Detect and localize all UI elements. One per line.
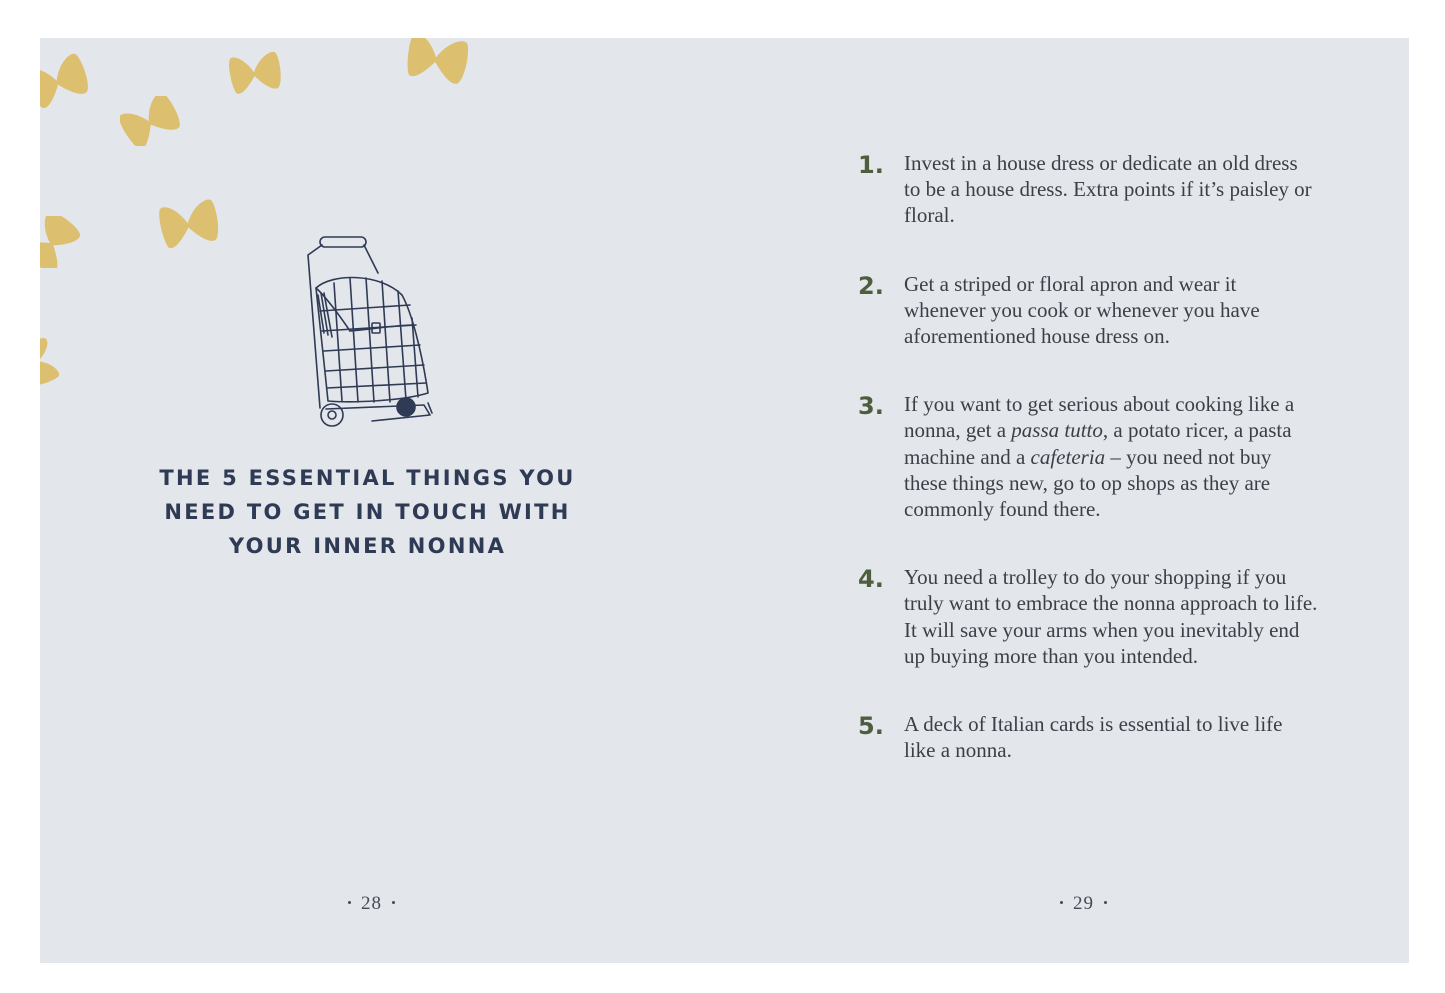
page-number-left — [338, 893, 405, 915]
list-item-text — [904, 271, 1318, 350]
italic-term: cafeteria — [1030, 444, 1106, 469]
text-segment: You need a trolley to do your shopping if you truly want to embrace the nonna approach to life. It will save your arms when you inevitably end up buying more than you intended. — [904, 565, 1318, 668]
italic-term: passa tutto — [1011, 418, 1103, 443]
dot-separator — [1104, 901, 1107, 904]
pasta-bowtie-icon — [40, 334, 62, 392]
page-number-value: 28 — [361, 893, 382, 914]
page-heading: THE 5 ESSENTIAL THINGS YOU NEED TO GET IN TOUCH WITH YOUR INNER NONNA — [159, 466, 576, 558]
list-item-text — [904, 711, 1318, 763]
text-segment: A deck of Italian cards is essential to live life like a nonna. — [904, 712, 1283, 763]
right-page — [724, 38, 1409, 963]
list-item-number: 2. — [858, 271, 884, 300]
list-item-number: 1. — [858, 151, 884, 179]
book-spread — [40, 38, 1409, 963]
pasta-bowtie-icon — [156, 198, 224, 250]
pasta-bowtie-icon — [40, 52, 90, 110]
list-item — [858, 150, 1318, 229]
page-number-value: 29 — [1073, 893, 1094, 914]
pasta-bowtie-icon — [400, 38, 476, 86]
text-segment: – you need not buy these things new, go to op shops as they are commonly found there. — [904, 444, 1272, 522]
text-segment: Invest in a house dress or dedicate an old dress to be a house dress. Extra points if it’s paisley or floral. — [904, 151, 1312, 228]
list-item-text — [904, 564, 1318, 669]
list-item-number: 3. — [858, 392, 884, 421]
dot-separator — [348, 901, 351, 904]
list-item — [858, 564, 1318, 669]
text-segment: , a potato ricer, a pasta machine and a — [904, 418, 1292, 469]
list-item-number: 4. — [858, 565, 884, 594]
text-segment: Get a striped or floral apron and wear it whenever you cook or whenever you have aforementioned house dress on. — [904, 271, 1260, 349]
list-item-text — [904, 150, 1318, 229]
dot-separator — [392, 901, 395, 904]
shopping-trolley-icon — [302, 233, 442, 433]
list-item-text — [904, 391, 1318, 522]
dot-separator — [1060, 901, 1063, 904]
list-item-number: 5. — [858, 712, 884, 741]
left-page — [40, 38, 724, 963]
list-item — [858, 711, 1318, 763]
text-segment: If you want to get serious about cooking like a nonna, get a — [904, 392, 1295, 443]
pasta-bowtie-icon — [40, 216, 82, 268]
list-item — [858, 271, 1318, 350]
pasta-bowtie-icon — [120, 96, 182, 146]
pasta-bowtie-icon — [218, 50, 294, 96]
page-number-right — [1050, 893, 1117, 915]
list-item — [858, 391, 1318, 522]
essentials-list — [858, 150, 1318, 805]
